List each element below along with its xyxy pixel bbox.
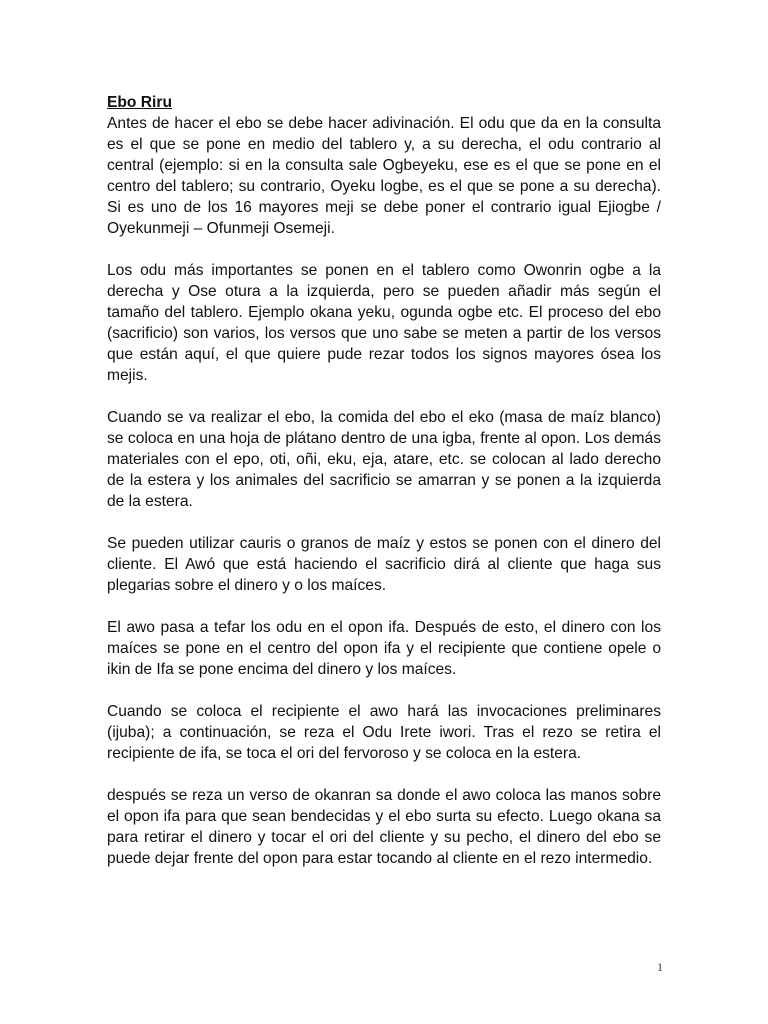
paragraph-1: Antes de hacer el ebo se debe hacer adivinación. El odu que da en la consulta es el que se pone en medio del tablero y, a su derecha, el odu contrario al central (ejemplo: si en la consulta sale Ogbeyeku, ese es el que se pone en el centro del tablero; su contrario, Oyeku logbe, es el que se pone a su derecha). Si es uno de los 16 mayores meji se debe poner el contrario igual Ejiogbe / Oyekunmeji – Ofunmeji Osemeji. [107,115,661,237]
paragraph-5: El awo pasa a tefar los odu en el opon ifa. Después de esto, el dinero con los maíces se pone en el centro del opon ifa y el recipiente que contiene opele o ikin de Ifa se pone encima del dinero y los maíces. [107,619,661,678]
paragraph-3: Cuando se va realizar el ebo, la comida del ebo el eko (masa de maíz blanco) se coloca en una hoja de plátano dentro de una igba, frente al opon. Los demás materiales con el epo, oti, oñi, eku, eja, atare, etc. se colocan al lado derecho de la estera y los animales del sacrificio se amarran y se ponen a la izquierda de la estera. [107,409,661,510]
paragraph-2: Los odu más importantes se ponen en el tablero como Owonrin ogbe a la derecha y Ose otura a la izquierda, pero se pueden añadir más según el tamaño del tablero. Ejemplo okana yeku, ogunda ogbe etc. El proceso del ebo (sacrificio) son varios, los versos que uno sabe se meten a partir de los versos que están aquí, el que quiere pude rezar todos los signos mayores ósea los mejis. [107,262,661,384]
document-body [107,92,661,890]
paragraph-4: Se pueden utilizar cauris o granos de maíz y estos se ponen con el dinero del cliente. El Awó que está haciendo el sacrificio dirá al cliente que haga sus plegarias sobre el dinero y o los maíces. [107,535,661,594]
page-number: 1 [657,960,663,974]
paragraph-7: después se reza un verso de okanran sa donde el awo coloca las manos sobre el opon ifa para que sean bendecidas y el ebo surta su efecto. Luego okana sa para retirar el dinero y tocar el ori del cliente y su pecho, el dinero del ebo se puede dejar frente del opon para estar tocando al cliente en el rezo intermedio. [107,787,661,867]
document-title: Ebo Riru [107,94,172,111]
paragraph-6: Cuando se coloca el recipiente el awo hará las invocaciones preliminares (ijuba); a continuación, se reza el Odu Irete iwori. Tras el rezo se retira el recipiente de ifa, se toca el ori del fervoroso y se coloca en la estera. [107,703,661,762]
